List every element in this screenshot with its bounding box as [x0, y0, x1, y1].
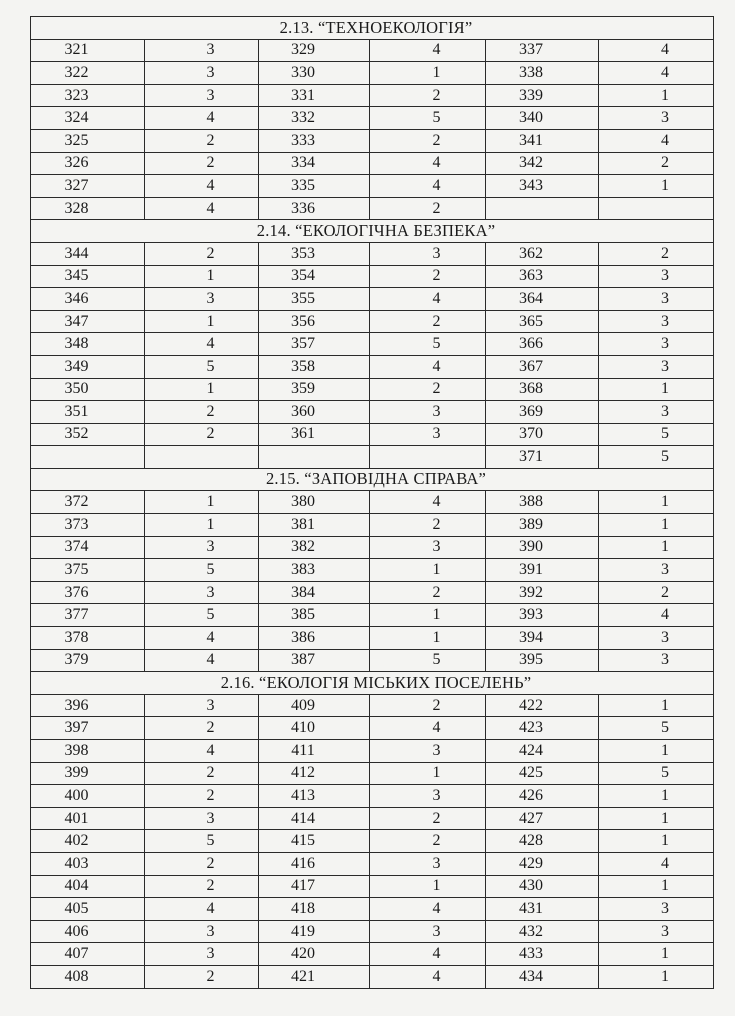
answer-cell: 2	[370, 378, 486, 401]
answer-cell: 3	[145, 536, 259, 559]
answer-cell: 5	[599, 717, 714, 740]
answer-cell: 1	[599, 807, 714, 830]
table-row	[31, 355, 714, 378]
answer-cell: 3	[599, 107, 714, 130]
question-number-cell: 431	[486, 898, 599, 921]
answer-cell: 5	[370, 333, 486, 356]
answer-cell: 3	[145, 807, 259, 830]
table-row	[31, 581, 714, 604]
answer-cell: 3	[599, 310, 714, 333]
question-number-cell: 341	[486, 129, 599, 152]
answer-cell: 3	[370, 423, 486, 446]
question-number-cell: 375	[31, 559, 145, 582]
answer-cell: 4	[145, 627, 259, 650]
answer-cell: 5	[145, 355, 259, 378]
question-number-cell: 398	[31, 740, 145, 763]
question-number-cell: 400	[31, 785, 145, 808]
question-number-cell: 397	[31, 717, 145, 740]
answer-cell: 3	[599, 627, 714, 650]
question-number-cell: 326	[31, 152, 145, 175]
question-number-cell: 336	[259, 197, 370, 220]
table-row	[31, 627, 714, 650]
answer-cell	[599, 197, 714, 220]
question-number-cell: 342	[486, 152, 599, 175]
table-row	[31, 762, 714, 785]
table-row	[31, 604, 714, 627]
answer-cell: 1	[145, 514, 259, 537]
table-row	[31, 830, 714, 853]
answer-cell: 1	[599, 875, 714, 898]
table-row	[31, 807, 714, 830]
answer-cell: 2	[145, 423, 259, 446]
answer-cell: 4	[370, 39, 486, 62]
question-number-cell: 383	[259, 559, 370, 582]
answer-cell: 5	[370, 107, 486, 130]
question-number-cell: 351	[31, 401, 145, 424]
answer-cell: 4	[145, 197, 259, 220]
question-number-cell: 430	[486, 875, 599, 898]
question-number-cell: 367	[486, 355, 599, 378]
table-row	[31, 197, 714, 220]
question-number-cell: 427	[486, 807, 599, 830]
answer-cell: 3	[370, 785, 486, 808]
question-number-cell: 358	[259, 355, 370, 378]
question-number-cell: 417	[259, 875, 370, 898]
answer-cell: 1	[599, 175, 714, 198]
section-header-row	[31, 17, 714, 40]
question-number-cell: 405	[31, 898, 145, 921]
answer-cell: 1	[370, 62, 486, 85]
answer-cell: 2	[370, 581, 486, 604]
answer-cell: 1	[599, 694, 714, 717]
answer-cell: 1	[599, 965, 714, 988]
answer-cell: 2	[599, 152, 714, 175]
answer-cell	[370, 446, 486, 469]
section-title: 2.13. “ТЕХНОЕКОЛОГІЯ”	[31, 17, 714, 40]
table-row	[31, 559, 714, 582]
question-number-cell: 352	[31, 423, 145, 446]
question-number-cell: 353	[259, 242, 370, 265]
answer-cell: 5	[145, 830, 259, 853]
section-title: 2.15. “ЗАПОВІДНА СПРАВА”	[31, 468, 714, 491]
answer-cell: 1	[145, 265, 259, 288]
answer-cell: 4	[370, 288, 486, 311]
question-number-cell: 434	[486, 965, 599, 988]
question-number-cell: 363	[486, 265, 599, 288]
question-number-cell: 408	[31, 965, 145, 988]
answer-cell: 1	[599, 378, 714, 401]
answer-cell: 4	[599, 129, 714, 152]
question-number-cell: 365	[486, 310, 599, 333]
question-number-cell: 406	[31, 920, 145, 943]
table-row	[31, 242, 714, 265]
answer-cell: 1	[145, 378, 259, 401]
question-number-cell: 349	[31, 355, 145, 378]
table-row	[31, 39, 714, 62]
question-number-cell: 409	[259, 694, 370, 717]
question-number-cell: 347	[31, 310, 145, 333]
question-number-cell: 391	[486, 559, 599, 582]
table-row	[31, 84, 714, 107]
question-number-cell: 370	[486, 423, 599, 446]
question-number-cell: 421	[259, 965, 370, 988]
answer-cell: 3	[370, 852, 486, 875]
answer-cell: 2	[145, 875, 259, 898]
question-number-cell: 392	[486, 581, 599, 604]
question-number-cell: 424	[486, 740, 599, 763]
answer-cell: 1	[599, 84, 714, 107]
table-row	[31, 107, 714, 130]
question-number-cell: 402	[31, 830, 145, 853]
question-number-cell	[486, 197, 599, 220]
answer-cell: 1	[145, 310, 259, 333]
table-row	[31, 852, 714, 875]
answer-cell: 1	[370, 559, 486, 582]
table-row	[31, 514, 714, 537]
answer-cell: 3	[370, 536, 486, 559]
question-number-cell: 418	[259, 898, 370, 921]
answer-cell: 2	[145, 785, 259, 808]
question-number-cell: 371	[486, 446, 599, 469]
question-number-cell: 335	[259, 175, 370, 198]
answer-cell: 2	[145, 762, 259, 785]
question-number-cell: 381	[259, 514, 370, 537]
answer-cell: 5	[370, 649, 486, 672]
answer-cell: 4	[370, 965, 486, 988]
table-row	[31, 536, 714, 559]
answer-key-table	[30, 16, 714, 989]
question-number-cell: 364	[486, 288, 599, 311]
answer-cell: 2	[370, 197, 486, 220]
answer-cell: 1	[370, 627, 486, 650]
table-row	[31, 898, 714, 921]
table-row	[31, 333, 714, 356]
answer-cell: 3	[599, 559, 714, 582]
answer-cell: 4	[145, 107, 259, 130]
question-number-cell: 433	[486, 943, 599, 966]
section-title: 2.16. “ЕКОЛОГІЯ МІСЬКИХ ПОСЕЛЕНЬ”	[31, 672, 714, 695]
table-row	[31, 694, 714, 717]
question-number-cell: 386	[259, 627, 370, 650]
answer-cell: 2	[599, 581, 714, 604]
question-number-cell: 411	[259, 740, 370, 763]
table-row	[31, 785, 714, 808]
answer-cell: 4	[145, 740, 259, 763]
answer-cell: 2	[370, 265, 486, 288]
answer-cell: 4	[370, 717, 486, 740]
question-number-cell: 357	[259, 333, 370, 356]
answer-cell: 3	[145, 39, 259, 62]
table-row	[31, 265, 714, 288]
question-number-cell: 338	[486, 62, 599, 85]
table-row	[31, 740, 714, 763]
answer-cell: 4	[370, 491, 486, 514]
table-row	[31, 943, 714, 966]
answer-cell: 3	[145, 943, 259, 966]
answer-cell: 4	[370, 898, 486, 921]
question-number-cell: 354	[259, 265, 370, 288]
question-number-cell: 380	[259, 491, 370, 514]
section-title: 2.14. “ЕКОЛОГІЧНА БЕЗПЕКА”	[31, 220, 714, 243]
answer-cell: 2	[145, 852, 259, 875]
question-number-cell: 378	[31, 627, 145, 650]
table-row	[31, 401, 714, 424]
question-number-cell: 376	[31, 581, 145, 604]
table-row	[31, 920, 714, 943]
question-number-cell: 332	[259, 107, 370, 130]
question-number-cell: 321	[31, 39, 145, 62]
answer-cell: 2	[145, 401, 259, 424]
answer-key-body	[31, 17, 714, 989]
question-number-cell: 394	[486, 627, 599, 650]
question-number-cell: 374	[31, 536, 145, 559]
question-number-cell: 432	[486, 920, 599, 943]
question-number-cell: 362	[486, 242, 599, 265]
question-number-cell: 322	[31, 62, 145, 85]
answer-cell: 5	[599, 446, 714, 469]
question-number-cell: 429	[486, 852, 599, 875]
question-number-cell: 350	[31, 378, 145, 401]
table-row	[31, 491, 714, 514]
question-number-cell: 415	[259, 830, 370, 853]
question-number-cell: 372	[31, 491, 145, 514]
question-number-cell: 360	[259, 401, 370, 424]
table-row	[31, 175, 714, 198]
answer-cell: 4	[370, 152, 486, 175]
answer-cell: 4	[145, 898, 259, 921]
answer-cell: 1	[599, 514, 714, 537]
answer-cell: 1	[599, 491, 714, 514]
table-row	[31, 875, 714, 898]
question-number-cell: 325	[31, 129, 145, 152]
answer-cell: 2	[370, 830, 486, 853]
answer-cell: 3	[599, 333, 714, 356]
question-number-cell: 404	[31, 875, 145, 898]
answer-cell: 1	[599, 785, 714, 808]
question-number-cell: 416	[259, 852, 370, 875]
question-number-cell: 399	[31, 762, 145, 785]
answer-cell: 4	[599, 604, 714, 627]
answer-cell: 1	[599, 830, 714, 853]
question-number-cell: 423	[486, 717, 599, 740]
question-number-cell: 337	[486, 39, 599, 62]
question-number-cell: 385	[259, 604, 370, 627]
question-number-cell: 403	[31, 852, 145, 875]
question-number-cell: 379	[31, 649, 145, 672]
question-number-cell: 395	[486, 649, 599, 672]
answer-cell: 2	[599, 242, 714, 265]
answer-cell: 5	[145, 604, 259, 627]
question-number-cell: 428	[486, 830, 599, 853]
answer-cell: 3	[599, 401, 714, 424]
question-number-cell: 348	[31, 333, 145, 356]
answer-cell: 4	[599, 852, 714, 875]
answer-cell: 4	[145, 649, 259, 672]
answer-cell: 1	[370, 604, 486, 627]
question-number-cell: 414	[259, 807, 370, 830]
question-number-cell: 343	[486, 175, 599, 198]
answer-cell: 2	[370, 129, 486, 152]
question-number-cell: 412	[259, 762, 370, 785]
question-number-cell: 369	[486, 401, 599, 424]
table-row	[31, 965, 714, 988]
question-number-cell: 328	[31, 197, 145, 220]
question-number-cell: 344	[31, 242, 145, 265]
table-row	[31, 62, 714, 85]
section-header-row	[31, 468, 714, 491]
table-row	[31, 310, 714, 333]
question-number-cell: 390	[486, 536, 599, 559]
answer-cell: 1	[370, 875, 486, 898]
table-row	[31, 129, 714, 152]
table-row	[31, 423, 714, 446]
answer-cell: 1	[599, 740, 714, 763]
question-number-cell: 396	[31, 694, 145, 717]
question-number-cell: 340	[486, 107, 599, 130]
answer-cell: 5	[599, 423, 714, 446]
answer-cell: 3	[599, 649, 714, 672]
section-header-row	[31, 220, 714, 243]
question-number-cell: 387	[259, 649, 370, 672]
question-number-cell: 345	[31, 265, 145, 288]
question-number-cell: 377	[31, 604, 145, 627]
question-number-cell: 389	[486, 514, 599, 537]
answer-cell: 1	[370, 762, 486, 785]
answer-cell: 2	[145, 152, 259, 175]
table-row	[31, 446, 714, 469]
answer-cell: 3	[145, 288, 259, 311]
question-number-cell: 324	[31, 107, 145, 130]
question-number-cell: 393	[486, 604, 599, 627]
question-number-cell: 327	[31, 175, 145, 198]
answer-cell: 3	[370, 920, 486, 943]
question-number-cell: 355	[259, 288, 370, 311]
question-number-cell	[31, 446, 145, 469]
answer-cell: 3	[145, 581, 259, 604]
question-number-cell: 368	[486, 378, 599, 401]
question-number-cell: 329	[259, 39, 370, 62]
answer-cell: 4	[370, 175, 486, 198]
answer-cell: 1	[599, 943, 714, 966]
question-number-cell: 426	[486, 785, 599, 808]
answer-cell: 3	[145, 84, 259, 107]
answer-cell: 3	[145, 920, 259, 943]
question-number-cell: 384	[259, 581, 370, 604]
question-number-cell: 359	[259, 378, 370, 401]
question-number-cell: 334	[259, 152, 370, 175]
answer-cell	[145, 446, 259, 469]
answer-cell: 3	[370, 401, 486, 424]
question-number-cell: 425	[486, 762, 599, 785]
answer-cell: 3	[370, 740, 486, 763]
answer-cell: 2	[370, 694, 486, 717]
question-number-cell: 422	[486, 694, 599, 717]
answer-cell: 4	[599, 62, 714, 85]
answer-cell: 4	[370, 355, 486, 378]
question-number-cell: 382	[259, 536, 370, 559]
question-number-cell: 407	[31, 943, 145, 966]
answer-cell: 4	[145, 175, 259, 198]
answer-cell: 2	[370, 310, 486, 333]
section-header-row	[31, 672, 714, 695]
question-number-cell: 323	[31, 84, 145, 107]
question-number-cell: 333	[259, 129, 370, 152]
table-row	[31, 649, 714, 672]
answer-cell: 4	[599, 39, 714, 62]
question-number-cell: 413	[259, 785, 370, 808]
table-row	[31, 378, 714, 401]
table-row	[31, 717, 714, 740]
answer-cell: 2	[370, 84, 486, 107]
answer-cell: 1	[599, 536, 714, 559]
question-number-cell: 356	[259, 310, 370, 333]
table-row	[31, 288, 714, 311]
question-number-cell: 420	[259, 943, 370, 966]
answer-cell: 4	[145, 333, 259, 356]
answer-cell: 2	[145, 965, 259, 988]
answer-cell: 2	[145, 717, 259, 740]
answer-cell: 4	[370, 943, 486, 966]
question-number-cell: 419	[259, 920, 370, 943]
answer-cell: 2	[370, 514, 486, 537]
question-number-cell: 366	[486, 333, 599, 356]
answer-cell: 3	[599, 898, 714, 921]
answer-cell: 3	[145, 694, 259, 717]
question-number-cell: 331	[259, 84, 370, 107]
question-number-cell	[259, 446, 370, 469]
question-number-cell: 401	[31, 807, 145, 830]
answer-cell: 2	[145, 242, 259, 265]
question-number-cell: 330	[259, 62, 370, 85]
answer-cell: 3	[599, 920, 714, 943]
answer-cell: 3	[599, 288, 714, 311]
question-number-cell: 339	[486, 84, 599, 107]
question-number-cell: 388	[486, 491, 599, 514]
answer-cell: 2	[145, 129, 259, 152]
answer-cell: 1	[145, 491, 259, 514]
question-number-cell: 361	[259, 423, 370, 446]
question-number-cell: 373	[31, 514, 145, 537]
question-number-cell: 410	[259, 717, 370, 740]
answer-cell: 3	[599, 355, 714, 378]
answer-cell: 3	[370, 242, 486, 265]
answer-cell: 5	[599, 762, 714, 785]
table-row	[31, 152, 714, 175]
answer-cell: 5	[145, 559, 259, 582]
answer-cell: 3	[599, 265, 714, 288]
question-number-cell: 346	[31, 288, 145, 311]
answer-cell: 2	[370, 807, 486, 830]
answer-cell: 3	[145, 62, 259, 85]
